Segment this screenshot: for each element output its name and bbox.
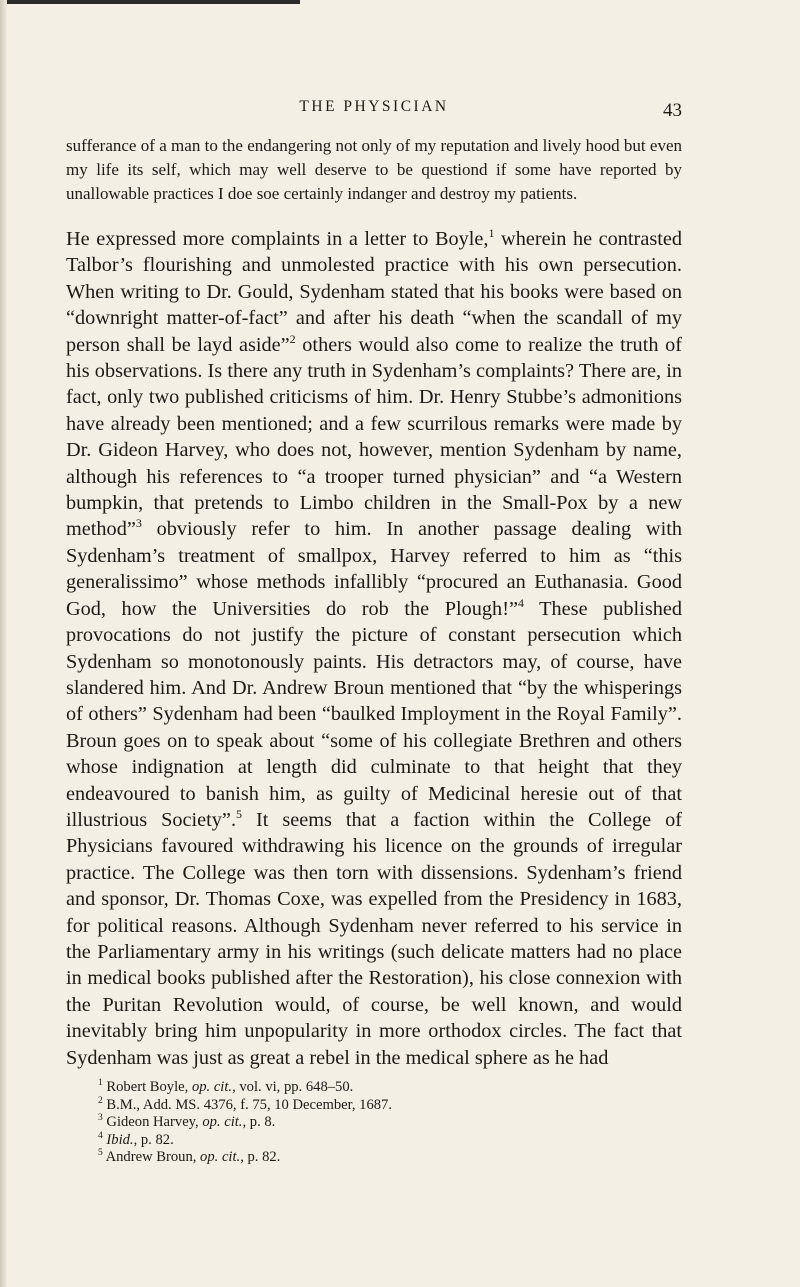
- page-left-edge: [0, 0, 7, 1287]
- footnote-number: 1: [98, 1078, 103, 1089]
- footnote-text: , p. 82.: [240, 1149, 281, 1166]
- footnote-text: , vol. vi, pp. 648–50.: [232, 1079, 354, 1095]
- footnote-number: 3: [98, 1113, 103, 1124]
- footnote-number: 4: [98, 1130, 103, 1141]
- footnote-number: 2: [98, 1095, 103, 1106]
- footnote: [98, 1079, 682, 1097]
- footnote: [98, 1132, 682, 1150]
- paragraph-text: It seems that a faction within the College of Physicians favoured withdrawing his licence on the grounds of irregular practice. The College was then torn with dissensions. Sydenham’s friend and sponsor, Dr. Thomas Coxe, was expelled from the Presidency in 1683, for political reasons. Although Sydenham never referred to his service in the Parliamentary army in his writings (such delicate matters had no place in medical books published after the Restoration), his close connexion with the Puritan Revolution would, of course, be well known, and would inevitably bring him unpopularity in more orthodox circles. The fact that Sydenham was just as great a rebel in the medical sphere as he had: [66, 808, 682, 1069]
- footnote-italic: op. cit.: [200, 1149, 241, 1166]
- paragraph-text: These published provocations do not justify the picture of constant persecution which Sydenham so monotonously paints. His detractors may, of course, have slandered him. And Dr. Andrew Broun mentioned that “by the whisperings of others” Sydenham had been “baulked Imployment in the Royal Family”. Broun goes on to speak about “some of his collegiate Brethren and others whose indignation at length did culminate to that height that they endeavoured to banish him, as guilty of Medicinal heresie out of that illustrious Society”.: [66, 597, 682, 831]
- footnote-text: , p. 8.: [242, 1114, 276, 1131]
- paragraph-text: He expressed more complaints in a letter to Boyle,: [66, 228, 489, 250]
- footnotes: [66, 1079, 682, 1167]
- footnote-italic: op. cit.: [202, 1114, 243, 1131]
- page-header: [66, 98, 682, 128]
- body-paragraph: [66, 226, 682, 1071]
- footnote-italic: op. cit.: [191, 1079, 233, 1095]
- footnote-number: 5: [98, 1148, 103, 1159]
- paragraph-text: wherein he contrasted Talbor’s flourishing and unmolested practice with his own persecution. When writing to Dr. Gould, Sydenham stated that his books were based on “downright matter-of-fact” and after his death “when the scandall of my person shall be layd aside”: [66, 228, 682, 356]
- page-content: [66, 134, 682, 1167]
- footnote-text: Robert Boyle,: [106, 1079, 192, 1095]
- paragraph-text: others would also come to realize the truth of his observations. Is there any truth in Sydenham’s complaints? There are, in fact, only two published criticisms of him. Dr. Henry Stubbe’s admonitions have already been mentioned; and a few scurrilous remarks were made by Dr. Gideon Harvey, who does not, however, mention Sydenham by name, although his references to “a trooper turned physician” and “a Western bumpkin, that pretends to Limbo children in the Small-Pox by a new method”: [66, 333, 683, 541]
- footnote-text: Andrew Broun,: [105, 1149, 201, 1166]
- paragraph-text: obviously refer to him. In another passage dealing with Sydenham’s treatment of smallpox, Harvey referred to him as “this generalissimo” whose methods infallibly “procured an Euthanasia. Good God, how the Universities do rob the Plough!”: [66, 518, 682, 620]
- top-edge-rule: [0, 0, 300, 4]
- footnote-ref: 2: [289, 331, 296, 346]
- block-quote: sufferance of a man to the endangering not only of my reputation and lively hood but even my life its self, which may well deserve to be questiond if some have reported by unallowable practices I doe soe certainly indanger and destroy my patients.: [66, 136, 682, 203]
- footnote-ref: 4: [517, 595, 524, 610]
- page-number: 43: [663, 100, 682, 121]
- footnote-text: Gideon Harvey,: [106, 1114, 203, 1131]
- footnote-ref: 3: [135, 516, 142, 531]
- footnote-ref: 1: [488, 226, 495, 241]
- footnote-italic: Ibid.: [106, 1131, 134, 1148]
- running-head: THE PHYSICIAN: [299, 98, 449, 115]
- footnote: [98, 1097, 682, 1115]
- footnote: [98, 1149, 682, 1167]
- footnote-text: B.M., Add. MS. 4376, f. 75, 10 December, 1687.: [106, 1096, 393, 1113]
- footnote-ref: 5: [236, 807, 243, 822]
- footnote-text: , p. 82.: [133, 1131, 174, 1148]
- footnote: [98, 1114, 682, 1132]
